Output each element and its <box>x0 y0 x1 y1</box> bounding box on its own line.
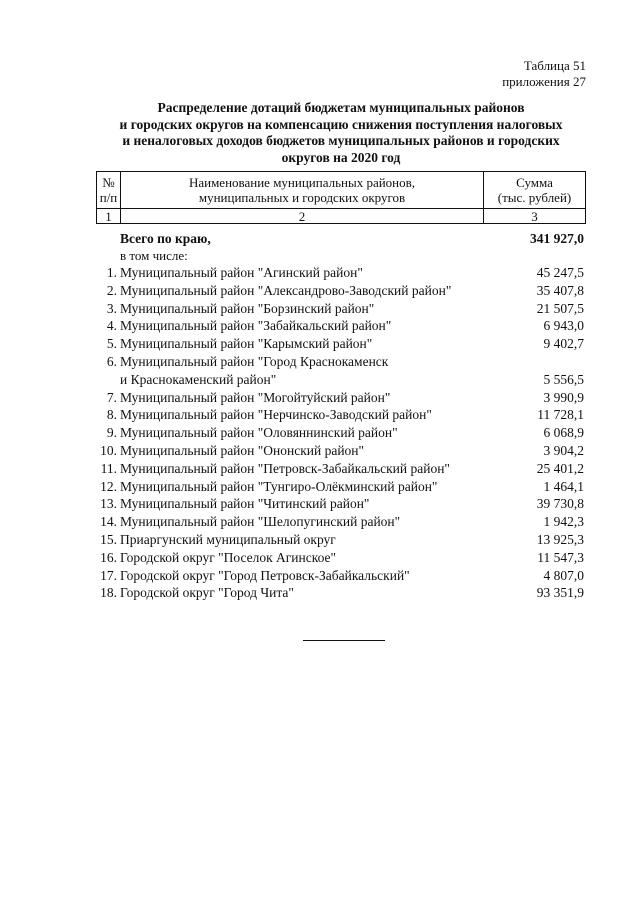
including-label: в том числе: <box>120 248 188 263</box>
row-number: 8. <box>106 407 117 423</box>
district-name: Муниципальный район "Борзинский район" <box>120 300 375 316</box>
amount-value: 13 925,3 <box>536 531 584 547</box>
row-number: 14. <box>100 514 117 530</box>
district-name: Муниципальный район "Шелопугинский район" <box>120 514 401 530</box>
district-name: Муниципальный район "Петровск-Забайкальский район" <box>120 460 450 476</box>
amount-value: 25 401,2 <box>536 460 584 476</box>
total-value: 341 927,0 <box>530 231 584 246</box>
district-name: Муниципальный район "Ононский район" <box>120 442 365 458</box>
district-name: Муниципальный район "Нерчинско-Заводский район" <box>120 407 432 423</box>
row-number: 16. <box>100 549 117 565</box>
district-name: Муниципальный район "Читинский район" <box>120 496 370 512</box>
amount-value: 5 556,5 <box>543 371 584 387</box>
column-index: 1 <box>97 209 121 224</box>
row-number: 11. <box>100 460 117 476</box>
district-name: Городской округ "Город Петровск-Забайкальский" <box>120 567 410 583</box>
amount-value: 21 507,5 <box>536 300 584 316</box>
table-row <box>96 264 586 282</box>
table-row <box>96 531 586 549</box>
amount-value: 39 730,8 <box>536 496 584 512</box>
table-number: Таблица 51 <box>523 58 586 73</box>
table-row <box>96 353 586 389</box>
row-number: 7. <box>106 389 117 405</box>
amount-value: 11 547,3 <box>537 549 584 565</box>
total-label: Всего по краю, <box>120 231 211 246</box>
header-name: Наименование муниципальных районов, муниципальных и городских округов <box>121 172 484 209</box>
amount-value: 93 351,9 <box>536 585 584 601</box>
amount-value: 3 904,2 <box>543 442 584 458</box>
table-row <box>96 406 586 424</box>
table-row <box>96 389 586 407</box>
table-row <box>96 317 586 335</box>
title-line: округов на 2020 год <box>281 149 401 165</box>
header-sum: Сумма (тыс. рублей) <box>484 172 586 209</box>
amount-value: 9 402,7 <box>543 336 584 352</box>
column-index: 3 <box>484 209 586 224</box>
header-number: № п/п <box>97 172 121 209</box>
appendix-number: приложения 27 <box>502 74 586 89</box>
table-row <box>96 495 586 513</box>
amount-value: 6 068,9 <box>543 425 584 441</box>
amount-value: 4 807,0 <box>543 567 584 583</box>
amount-value: 35 407,8 <box>536 282 584 298</box>
district-name: Муниципальный район "Александрово-Заводский район" <box>120 282 452 298</box>
district-name: Муниципальный район "Город Краснокаменск и Краснокаменский район" <box>120 353 389 387</box>
district-name: Приаргунский муниципальный округ <box>120 531 336 547</box>
row-number: 1. <box>106 265 117 280</box>
row-number: 5. <box>106 336 117 352</box>
row-number: 2. <box>106 282 117 298</box>
table-row <box>96 513 586 531</box>
amount-value: 1 464,1 <box>543 478 584 494</box>
table-header <box>96 171 586 224</box>
table-row <box>96 424 586 442</box>
row-number: 10. <box>100 442 117 458</box>
row-number: 6. <box>106 353 117 369</box>
table-row <box>96 335 586 353</box>
district-name: Муниципальный район "Забайкальский район" <box>120 318 392 334</box>
document-title <box>96 100 586 166</box>
table-row <box>96 478 586 496</box>
table-row <box>96 300 586 318</box>
district-name: Городской округ "Город Чита" <box>120 585 294 601</box>
row-number: 15. <box>100 531 117 547</box>
row-number: 9. <box>106 425 117 441</box>
district-name: Муниципальный район "Оловяннинский район" <box>120 425 398 441</box>
title-line: Распределение дотаций бюджетам муниципальных районов <box>157 100 525 115</box>
title-line: и городских округов на компенсацию снижения поступления налоговых <box>119 116 563 132</box>
table-row <box>96 460 586 478</box>
table-row <box>96 567 586 585</box>
row-number: 12. <box>100 478 117 494</box>
district-name: Муниципальный район "Агинский район" <box>120 265 363 280</box>
row-number: 17. <box>100 567 117 583</box>
district-name: Муниципальный район "Карымский район" <box>120 336 373 352</box>
amount-value: 6 943,0 <box>543 318 584 334</box>
table-reference <box>502 58 586 90</box>
title-line: и неналоговых доходов бюджетов муниципальных районов и городских <box>122 133 560 148</box>
district-list <box>96 264 586 602</box>
table-row <box>96 549 586 567</box>
amount-value: 1 942,3 <box>543 514 584 530</box>
row-number: 3. <box>106 300 117 316</box>
row-number: 18. <box>100 585 117 601</box>
row-number: 4. <box>106 318 117 334</box>
table-row <box>96 442 586 460</box>
district-name: Городской округ "Поселок Агинское" <box>120 549 337 565</box>
column-index: 2 <box>121 209 484 224</box>
district-name: Муниципальный район "Тунгиро-Олёкминский район" <box>120 478 438 494</box>
amount-value: 11 728,1 <box>537 407 584 423</box>
table-row <box>96 584 586 602</box>
amount-value: 45 247,5 <box>536 265 584 280</box>
district-name: Муниципальный район "Могойтуйский район" <box>120 389 391 405</box>
amount-value: 3 990,9 <box>543 389 584 405</box>
table-row <box>96 282 586 300</box>
row-number: 13. <box>100 496 117 512</box>
end-divider <box>303 640 385 641</box>
